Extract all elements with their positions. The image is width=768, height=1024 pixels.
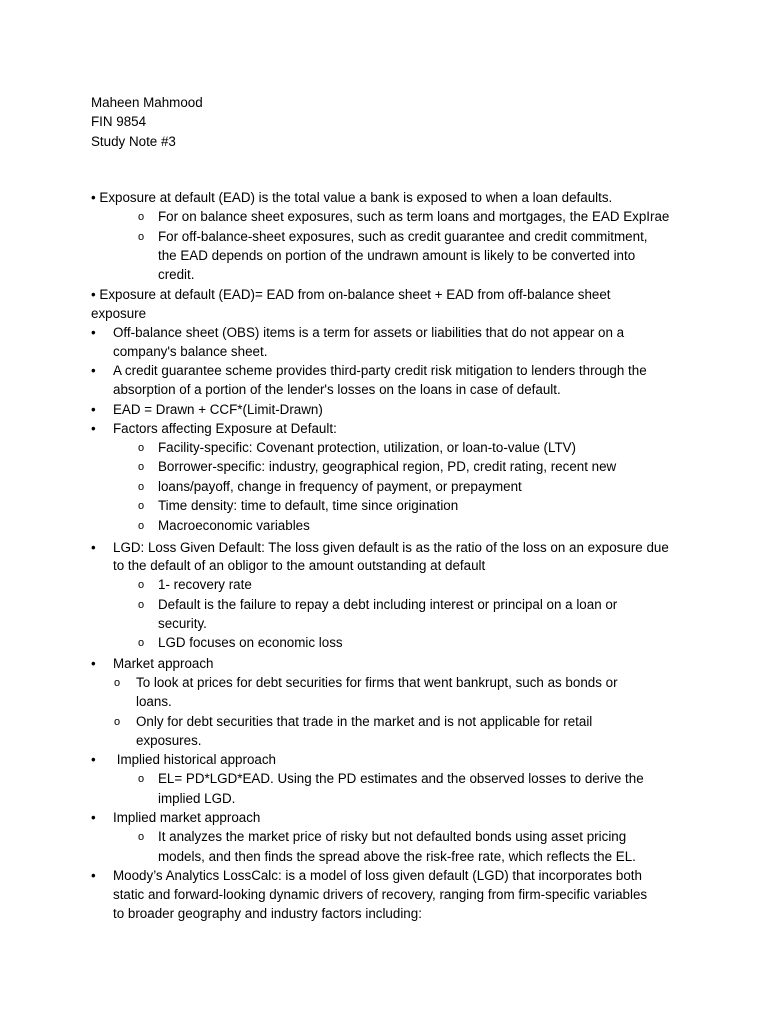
dot-bullet-icon: • — [91, 810, 96, 825]
list-item-lgd: LGD: Loss Given Default: The loss given default is as the ratio of the loss on an exposure due — [113, 540, 669, 555]
circle-bullet-icon: o — [138, 500, 145, 512]
list-item-guarantee-cont: absorption of a portion of the lender's losses on the loans in case of default. — [113, 382, 561, 397]
note-title: Study Note #3 — [91, 134, 176, 149]
circle-bullet-icon: o — [138, 461, 145, 473]
list-item-implied-market: Implied market approach — [113, 810, 261, 825]
sub-item-default: Default is the failure to repay a debt including interest or principal on a loan or — [158, 597, 618, 612]
sub-item-recovery: 1- recovery rate — [158, 577, 252, 592]
circle-bullet-icon: o — [114, 677, 121, 689]
list-item-losscalc: Moody’s Analytics LossCalc: is a model of loss given default (LGD) that incorporates both — [113, 868, 642, 883]
list-item-implied-historical: Implied historical approach — [113, 752, 277, 767]
list-item-obs: Off-balance sheet (OBS) items is a term for assets or liabilities that do not appear on a — [113, 325, 625, 340]
sub-item-borrower: Borrower-specific: industry, geographical region, PD, credit rating, recent new — [158, 459, 617, 474]
list-item-market: Market approach — [113, 656, 214, 671]
circle-bullet-icon: o — [138, 579, 145, 591]
sub-item-default-cont: security. — [158, 616, 207, 631]
list-item-guarantee: A credit guarantee scheme provides third-party credit risk mitigation to lenders through the — [113, 363, 647, 378]
para-ead-formula: • Exposure at default (EAD)= EAD from on-balance sheet + EAD from off-balance sheet — [91, 287, 611, 302]
sub-item-market-prices-cont: loans. — [136, 694, 172, 709]
dot-bullet-icon: • — [91, 402, 96, 417]
para-ead-formula-cont: exposure — [91, 306, 147, 321]
sub-item-on-balance: For on balance sheet exposures, such as term loans and mortgages, the EAD ExpIrae — [158, 209, 670, 224]
sub-item-off-balance-cont: the EAD depends on portion of the undrawn amount is likely to be converted into — [158, 248, 636, 263]
sub-item-market-debt: Only for debt securities that trade in the market and is not applicable for retail — [136, 714, 593, 729]
circle-bullet-icon: o — [114, 716, 121, 728]
dot-bullet-icon: • — [91, 421, 96, 436]
sub-item-el-formula-cont: implied LGD. — [158, 791, 236, 806]
dot-bullet-icon: • — [91, 752, 96, 767]
dot-bullet-icon: • — [91, 868, 96, 883]
author-name: Maheen Mahmood — [91, 95, 203, 110]
circle-bullet-icon: o — [138, 231, 145, 243]
sub-item-market-prices: To look at prices for debt securities for firms that went bankrupt, such as bonds or — [136, 675, 618, 690]
circle-bullet-icon: o — [138, 481, 145, 493]
circle-bullet-icon: o — [138, 599, 145, 611]
sub-item-market-debt-cont: exposures. — [136, 733, 202, 748]
list-item-losscalc-cont: static and forward-looking dynamic drivers of recovery, ranging from firm-specific variables — [113, 887, 648, 902]
circle-bullet-icon: o — [138, 773, 145, 785]
sub-item-implied-market: It analyzes the market price of risky but not defaulted bonds using asset pricing — [158, 829, 627, 844]
circle-bullet-icon: o — [138, 442, 145, 454]
sub-item-economic-loss: LGD focuses on economic loss — [158, 635, 343, 650]
circle-bullet-icon: o — [138, 211, 145, 223]
circle-bullet-icon: o — [138, 831, 145, 843]
list-item-lgd-cont: to the default of an obligor to the amount outstanding at default — [113, 558, 486, 573]
dot-bullet-icon: • — [91, 363, 96, 378]
circle-bullet-icon: o — [138, 637, 145, 649]
para-ead-definition: • Exposure at default (EAD) is the total value a bank is exposed to when a loan defaults. — [91, 190, 613, 205]
sub-item-implied-market-cont: models, and then finds the spread above the risk-free rate, which reflects the EL. — [158, 849, 636, 864]
sub-item-borrower-cont: loans/payoff, change in frequency of payment, or prepayment — [158, 479, 522, 494]
course-code: FIN 9854 — [91, 114, 147, 129]
sub-item-off-balance: For off-balance-sheet exposures, such as credit guarantee and credit commitment, — [158, 229, 648, 244]
list-item-losscalc-cont: to broader geography and industry factors including: — [113, 906, 422, 921]
dot-bullet-icon: • — [91, 325, 96, 340]
sub-item-time-density: Time density: time to default, time since origination — [158, 498, 459, 513]
list-item-obs-cont: company's balance sheet. — [113, 344, 268, 359]
sub-item-el-formula: EL= PD*LGD*EAD. Using the PD estimates and the observed losses to derive the — [158, 771, 644, 786]
sub-item-macro: Macroeconomic variables — [158, 518, 310, 533]
dot-bullet-icon: • — [91, 656, 96, 671]
dot-bullet-icon: • — [91, 540, 96, 555]
sub-item-off-balance-cont: credit. — [158, 267, 195, 282]
list-item-factors: Factors affecting Exposure at Default: — [113, 421, 337, 436]
sub-item-facility: Facility-specific: Covenant protection, utilization, or loan-to-value (LTV) — [158, 440, 577, 455]
list-item-ead-equation: EAD = Drawn + CCF*(Limit-Drawn) — [113, 402, 323, 417]
circle-bullet-icon: o — [138, 520, 145, 532]
